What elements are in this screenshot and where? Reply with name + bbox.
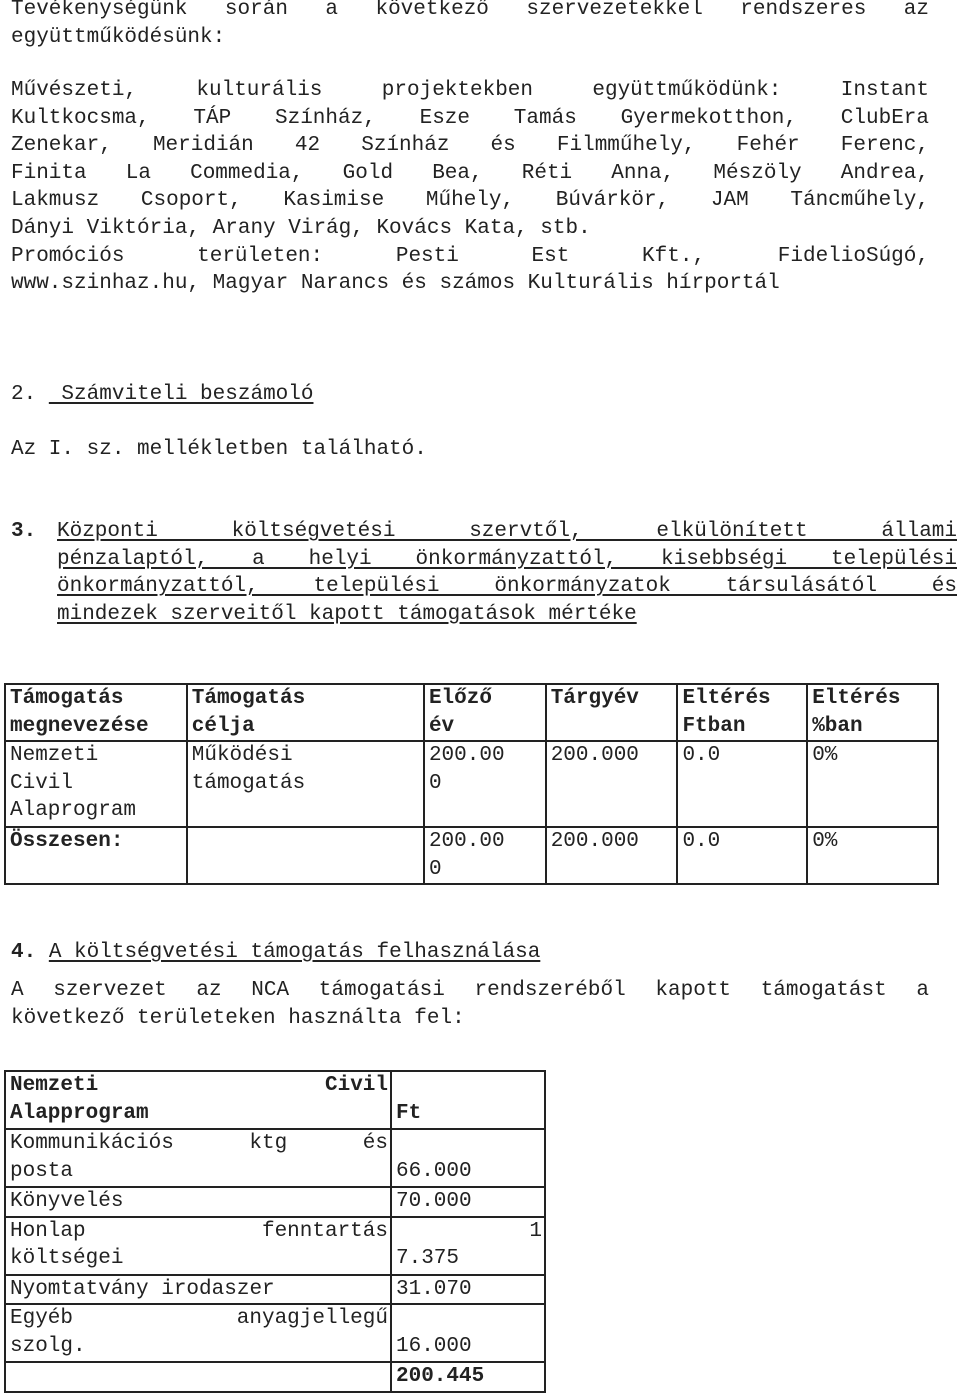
- usage-value: 66.000: [391, 1129, 545, 1187]
- usage-total-value: 200.445: [391, 1362, 545, 1392]
- section3-title-line: mindezek szerveitől kapott támogatások mértéke: [57, 602, 637, 626]
- partners-line: Kultkocsma, TÁP Színház, Esze Tamás Gyermekotthon, ClubEra: [11, 106, 929, 130]
- cell-diff-pct: 0%: [807, 741, 938, 827]
- section4-text-line: A szervezet az NCA támogatási rendszeréből kapott támogatást a: [11, 979, 929, 1002]
- header-cell-diff-pct: Eltérés %ban: [807, 684, 938, 741]
- table-total-row: [5, 1362, 545, 1392]
- table-total-row: [5, 827, 938, 884]
- support-table: [4, 683, 939, 885]
- partners-line: Lakmusz Csoport, Kasimise Műhely, Búvárkör, JAM Táncműhely,: [11, 189, 929, 213]
- partners-line: Dányi Viktória, Arany Virág, Kovács Kata, stb.: [11, 216, 591, 240]
- usage-value: 70.000: [391, 1187, 545, 1217]
- table-row: [5, 1275, 545, 1305]
- cell-total-diff-pct: 0%: [807, 827, 938, 884]
- partners-line: Zenekar, Meridián 42 Színház és Filmműhely, Fehér Ferenc,: [11, 134, 929, 158]
- section2-heading: [11, 381, 313, 409]
- table-row: [5, 1129, 545, 1187]
- support-table-header: [5, 684, 938, 741]
- intro-paragraph: [11, 0, 929, 51]
- header-cell-diff-ft: Eltérés Ftban: [677, 684, 807, 741]
- section2-text: Az I. sz. mellékletben található.: [11, 438, 427, 461]
- cell-total-previous: 200.00 0: [424, 827, 546, 884]
- usage-header-name: Nemzeti Civil Alapprogram: [5, 1071, 391, 1129]
- header-cell-previous: Előző év: [424, 684, 546, 741]
- section4-heading: [11, 939, 540, 967]
- usage-label: Egyéb anyagjellegű szolg.: [5, 1304, 391, 1362]
- header-cell-current: Tárgyév: [546, 684, 678, 741]
- usage-label: Könyvelés: [5, 1187, 391, 1217]
- cell-name: Nemzeti Civil Alaprogram: [5, 741, 187, 827]
- partners-paragraph: [11, 77, 929, 298]
- section3-number: 3.: [11, 520, 37, 543]
- header-cell-purpose: Támogatás célja: [187, 684, 424, 741]
- cell-previous: 200.00 0: [424, 741, 546, 827]
- usage-total-label: [5, 1362, 391, 1392]
- section4-text-line: következő területeken használta fel:: [11, 1006, 465, 1030]
- section3-title-line: önkormányzattól, települési önkormányzatok társulásától és: [57, 575, 957, 599]
- usage-value: 31.070: [391, 1275, 545, 1305]
- header-cell-name: Támogatás megnevezése: [5, 684, 187, 741]
- cell-total-diff-ft: 0.0: [677, 827, 807, 884]
- cell-total-label: Összesen:: [5, 827, 187, 884]
- usage-table-header: [5, 1071, 545, 1129]
- usage-header-unit: Ft: [391, 1071, 545, 1129]
- section2-number: 2.: [11, 383, 37, 406]
- intro-line: Tevékenységünk során a következő szervezetekkel rendszeres az: [11, 0, 929, 21]
- cell-current: 200.000: [546, 741, 678, 827]
- cell-total-current: 200.000: [546, 827, 678, 884]
- usage-value: 1 7.375: [391, 1217, 545, 1275]
- section3-title-line: pénzalaptól, a helyi önkormányzattól, kisebbségi települési: [57, 547, 957, 571]
- table-row: [5, 741, 938, 827]
- usage-label: Kommunikációs ktg és posta: [5, 1129, 391, 1187]
- partners-line: www.szinhaz.hu, Magyar Narancs és számos Kulturális hírportál: [11, 272, 780, 296]
- cell-purpose: Működési támogatás: [187, 741, 424, 827]
- section2-title: Számviteli beszámoló: [48, 383, 314, 406]
- cell-total-purpose: [187, 827, 424, 884]
- section3-title: [57, 518, 957, 628]
- usage-label: Nyomtatvány irodaszer: [5, 1275, 391, 1305]
- intro-line: együttműködésünk:: [11, 25, 226, 49]
- section4-title: A költségvetési támogatás felhasználása: [48, 941, 541, 964]
- section3-title-line: Központi költségvetési szervtől, elkülönített állami: [57, 520, 957, 543]
- table-row: [5, 1217, 545, 1275]
- partners-line: Művészeti, kulturális projektekben együttműködünk: Instant: [11, 79, 929, 102]
- partners-line: Finita La Commedia, Gold Bea, Réti Anna, Mészöly Andrea,: [11, 161, 929, 185]
- usage-table: [4, 1070, 546, 1393]
- usage-value: 16.000: [391, 1304, 545, 1362]
- table-row: [5, 1187, 545, 1217]
- section4-text: [11, 977, 929, 1032]
- cell-diff-ft: 0.0: [677, 741, 807, 827]
- usage-label: Honlap fenntartás költségei: [5, 1217, 391, 1275]
- table-row: [5, 1304, 545, 1362]
- section4-number: 4.: [11, 941, 37, 964]
- partners-line: Promóciós területen: Pesti Est Kft., FidelioSúgó,: [11, 244, 929, 268]
